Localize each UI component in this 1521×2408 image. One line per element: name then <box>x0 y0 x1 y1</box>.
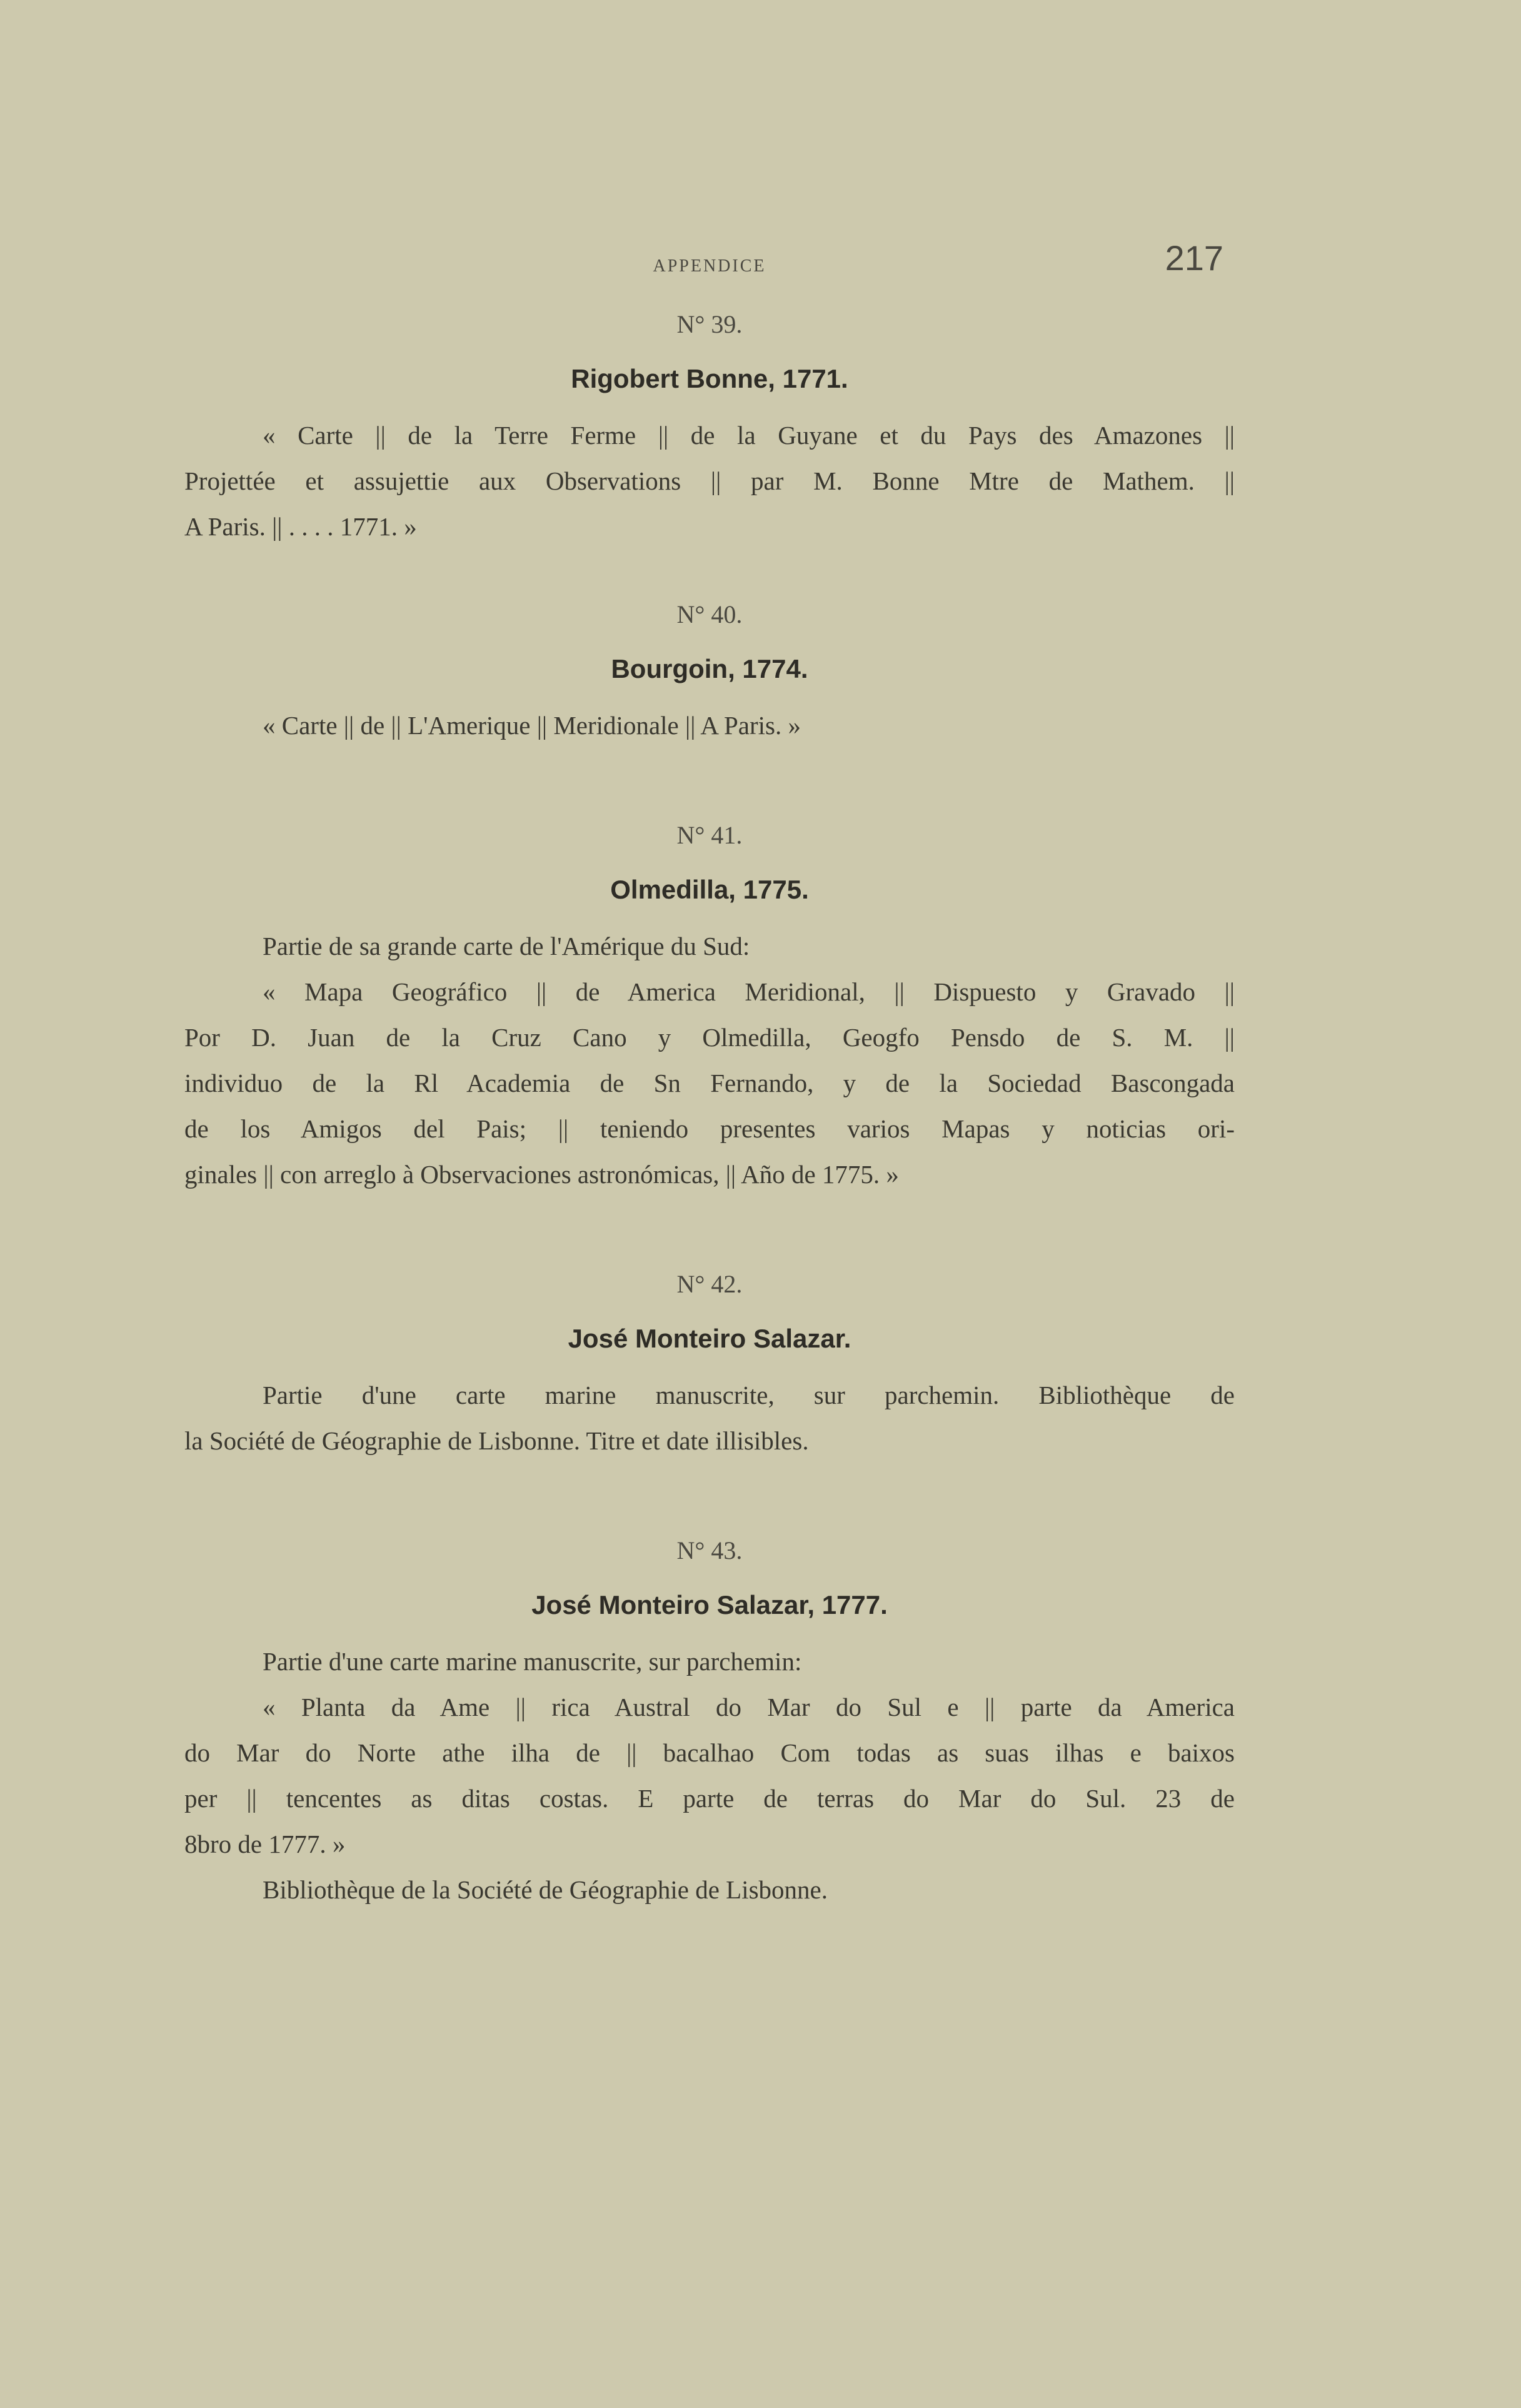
entry-title: José Monteiro Salazar. <box>568 1324 851 1353</box>
text-line: Bibliothèque de la Société de Géographie de Lisbonne. <box>263 1875 828 1904</box>
entry-41 <box>184 820 1235 1197</box>
page <box>184 238 1235 1913</box>
entry-title: José Monteiro Salazar, 1777. <box>531 1590 888 1620</box>
text-line: individuo de la Rl Academia de Sn Fernando, y de la Sociedad Bascongada <box>184 1069 1235 1097</box>
entry-number: N° 41. <box>676 821 743 849</box>
entry-text <box>184 703 1235 748</box>
text-line: la Société de Géographie de Lisbonne. Titre et date illisibles. <box>184 1426 809 1455</box>
entry-number: N° 43. <box>676 1536 743 1564</box>
entry-title: Rigobert Bonne, 1771. <box>571 364 848 393</box>
text-line: Partie d'une carte marine manuscrite, sur parchemin: <box>263 1647 802 1676</box>
entry-number: N° 40. <box>676 600 743 628</box>
entry-40 <box>184 600 1235 748</box>
text-line: per || tencentes as ditas costas. E parte de terras do Mar do Sul. 23 de <box>184 1784 1235 1813</box>
text-line: « Carte || de la Terre Ferme || de la Guyane et du Pays des Amazones || <box>263 421 1235 450</box>
text-line: de los Amigos del Pais; || teniendo presentes varios Mapas y noticias ori- <box>184 1114 1235 1143</box>
entry-39 <box>184 310 1235 550</box>
page-number: 217 <box>1165 238 1223 278</box>
text-line: « Carte || de || L'Amerique || Meridionale || A Paris. » <box>263 711 801 740</box>
entry-title: Olmedilla, 1775. <box>610 875 809 904</box>
entry-text <box>184 924 1235 1197</box>
text-line: « Planta da Ame || rica Austral do Mar do Sul e || parte da America <box>263 1693 1235 1721</box>
entry-text <box>184 413 1235 550</box>
text-line: Projettée et assujettie aux Observations || par M. Bonne Mtre de Mathem. || <box>184 466 1235 495</box>
entry-42 <box>184 1269 1235 1464</box>
entry-number: N° 39. <box>676 310 743 338</box>
text-line: Por D. Juan de la Cruz Cano y Olmedilla, Geogfo Pensdo de S. M. || <box>184 1023 1235 1052</box>
text-line: Partie d'une carte marine manuscrite, sur parchemin. Bibliothèque de <box>263 1381 1235 1409</box>
entry-text <box>184 1639 1235 1913</box>
entry-number: N° 42. <box>676 1270 743 1298</box>
text-line: do Mar do Norte athe ilha de || bacalhao Com todas as suas ilhas e baixos <box>184 1738 1235 1767</box>
entry-text <box>184 1373 1235 1464</box>
page-header <box>184 238 1235 281</box>
text-line: « Mapa Geográfico || de America Meridional, || Dispuesto y Gravado || <box>263 977 1235 1006</box>
running-head: APPENDICE <box>653 256 766 276</box>
text-line: Partie de sa grande carte de l'Amérique du Sud: <box>263 932 750 960</box>
entry-43 <box>184 1536 1235 1913</box>
text-line: A Paris. || . . . . 1771. » <box>184 512 417 541</box>
text-line: ginales || con arreglo à Observaciones astronómicas, || Año de 1775. » <box>184 1160 899 1189</box>
text-line: 8bro de 1777. » <box>184 1830 346 1858</box>
entry-title: Bourgoin, 1774. <box>611 654 808 683</box>
